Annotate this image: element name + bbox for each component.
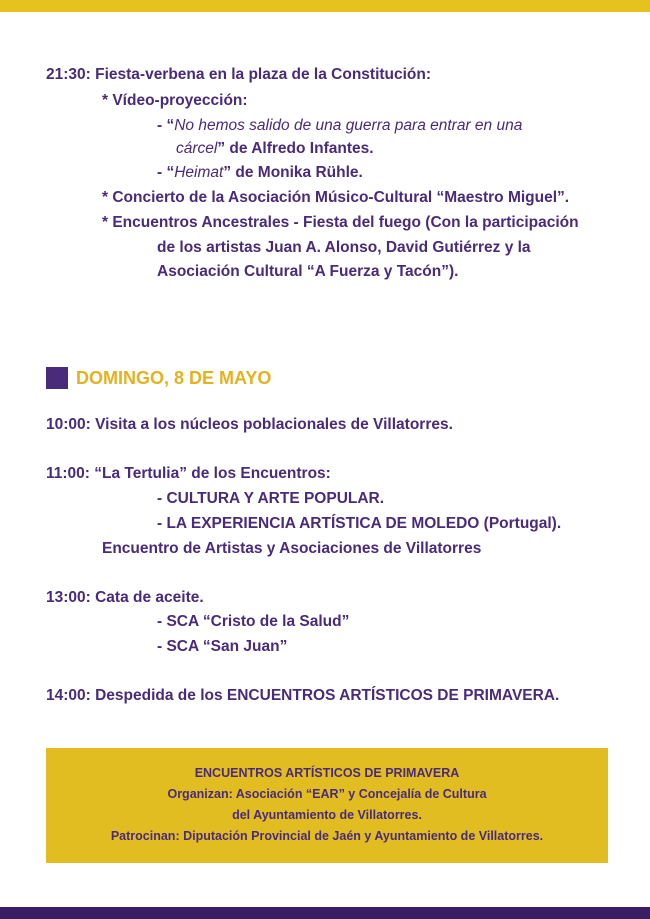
sub-moledo: - LA EXPERIENCIA ARTÍSTICA DE MOLEDO (Portugal).: [157, 515, 562, 532]
sunday-heading-text: DOMINGO, 8 DE MAYO: [76, 367, 272, 388]
sub-encuentro: Encuentro de Artistas y Asociaciones de Villatorres: [102, 540, 482, 557]
film-1-title-b: cárcel: [176, 140, 218, 157]
film-2-title: Heimat: [174, 164, 224, 181]
film-1-line-1: [157, 116, 522, 136]
item-1300: 13:00: Cata de aceite.: [46, 589, 204, 606]
film-1-dash: - “: [157, 117, 175, 134]
film-2-rest: ” de Monika Rühle.: [223, 164, 363, 181]
video-projection-label: * Vídeo-proyección:: [102, 92, 248, 109]
concert-line: * Concierto de la Asociación Músico-Cultural “Maestro Miguel”.: [102, 189, 570, 206]
footer-line-4: Patrocinan: Diputación Provincial de Jaén y Ayuntamiento de Villatorres.: [110, 829, 544, 843]
top-accent-bar: [0, 0, 650, 12]
sub-cristo: - SCA “Cristo de la Salud”: [157, 613, 350, 630]
encuentros-line-3: Asociación Cultural “A Fuerza y Tacón”).: [157, 263, 459, 280]
footer-line-3: del Ayuntamiento de Villatorres.: [232, 808, 422, 822]
encuentros-line-1: * Encuentros Ancestrales - Fiesta del fuego (Con la participación: [102, 214, 579, 231]
item-1100: 11:00: “La Tertulia” de los Encuentros:: [46, 465, 331, 482]
item-1400: 14:00: Despedida de los ENCUENTROS ARTÍSTICOS DE PRIMAVERA.: [46, 687, 560, 704]
film-1-rest: ” de Alfredo Infantes.: [217, 140, 374, 157]
film-1-title-a: No hemos salido de una guerra para entrar en una: [174, 117, 523, 134]
item-1000: 10:00: Visita a los núcleos poblacionales de Villatorres.: [46, 416, 453, 433]
sub-cultura: - CULTURA Y ARTE POPULAR.: [157, 490, 385, 507]
section-marker-square: [46, 367, 68, 389]
film-2-dash: - “: [157, 164, 175, 181]
sub-sanjuan: - SCA “San Juan”: [157, 638, 288, 655]
bottom-accent-bar: [0, 907, 650, 919]
film-2-line: [157, 163, 363, 183]
footer-credits-box: [46, 748, 608, 863]
film-1-line-2: [176, 139, 374, 159]
footer-line-1: ENCUENTROS ARTÍSTICOS DE PRIMAVERA: [194, 766, 460, 780]
night-time-title: 21:30: Fiesta-verbena en la plaza de la Constitución:: [46, 66, 432, 83]
footer-line-2: Organizan: Asociación “EAR” y Concejalía de Cultura: [167, 787, 487, 801]
encuentros-line-2: de los artistas Juan A. Alonso, David Gutiérrez y la: [157, 239, 531, 256]
sunday-section-heading: [46, 363, 271, 393]
